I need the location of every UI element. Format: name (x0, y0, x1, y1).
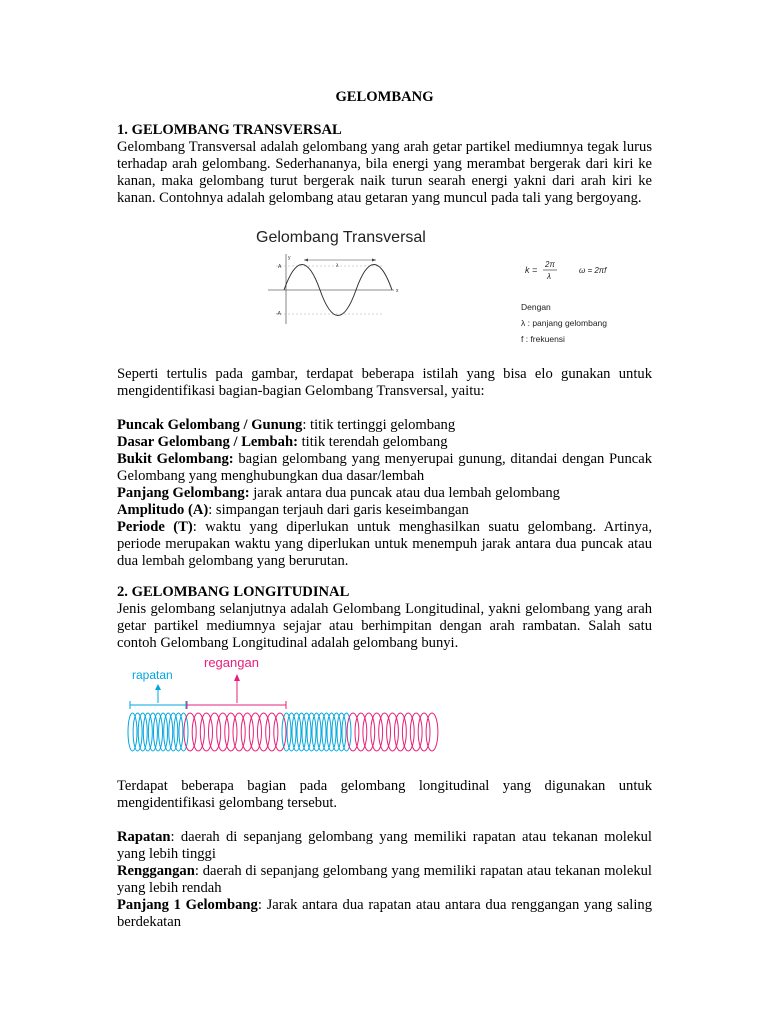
spring-coil (148, 713, 157, 751)
spring-coil (426, 713, 438, 751)
term-item (117, 434, 652, 451)
legend-frequency: f : frekuensi (521, 334, 565, 344)
term-name: Rapatan (117, 829, 171, 845)
term-name: Periode (T) (117, 519, 193, 535)
term-item (117, 502, 652, 519)
regangan-label: regangan (204, 655, 259, 670)
section-transversal (117, 122, 652, 207)
regangan-arrow-head (234, 674, 240, 681)
paragraph-transversal-intro: Seperti tertulis pada gambar, terdapat beberapa istilah yang bisa elo gunakan untuk mengidentifikasi bagian-bagian Gelombang Transversal, yaitu: (117, 366, 652, 399)
wavelength-arrow-right (372, 259, 376, 262)
spring-coil (192, 713, 204, 751)
spring-coil (217, 713, 229, 751)
longitudinal-wave-figure (124, 655, 454, 757)
term-definition: : daerah di sepanjang gelombang yang memiliki rapatan atau tekanan molekul yang lebih tinggi (117, 829, 652, 862)
y-axis-label: y (288, 255, 291, 261)
term-definition: : Jarak antara dua rapatan atau antara dua renggangan yang saling berdekatan (117, 897, 652, 930)
term-definition: bagian gelombang yang menyerupai gunung, ditandai dengan Puncak Gelombang yang menghubungkan dua dasar/lembah (117, 451, 652, 484)
term-name: Amplitudo (A) (117, 502, 209, 518)
k-formula-numerator: 2π (545, 260, 555, 269)
paragraph-longitudinal-intro: Terdapat beberapa bagian pada gelombang longitudinal yang digunakan untuk mengidentifikasi gelombang tersebut. (117, 778, 652, 811)
term-item (117, 863, 652, 897)
section-heading-transversal: 1. GELOMBANG TRANSVERSAL (117, 122, 342, 138)
term-name: Renggangan (117, 863, 195, 879)
document-title: GELOMBANG (335, 89, 434, 105)
legend-wavelength: λ : panjang gelombang (521, 318, 608, 328)
amplitude-negative-label: -A (276, 311, 281, 317)
wavelength-label: λ (336, 263, 339, 269)
section-heading-longitudinal: 2. GELOMBANG LONGITUDINAL (117, 584, 350, 600)
term-name: Bukit Gelombang: (117, 451, 234, 467)
term-item (117, 451, 652, 485)
spring-coil (174, 713, 183, 751)
spring-coil (138, 713, 147, 751)
legend-heading: Dengan (521, 302, 551, 312)
k-formula-lhs: k = (525, 265, 538, 275)
k-formula-denominator: λ (547, 272, 551, 281)
spring-coil (154, 713, 163, 751)
paragraph-longitudinal-definition: Jenis gelombang selanjutnya adalah Gelombang Longitudinal, yakni gelombang yang arah getar partikel mediumnya sejajar atau berhimpitan dengan arah rambatan. Salah satu contoh Gelombang Longitudinal adalah gelombang bunyi. (117, 601, 652, 651)
term-item (117, 897, 652, 931)
spring-coil (266, 713, 278, 751)
term-definition: : waktu yang diperlukan untuk menghasilkan suatu gelombang. Artinya, periode merupakan waktu yang diperlukan untuk menempuh jarak antara dua puncak atau dua lembah gelombang yang berurutan. (117, 519, 653, 569)
transversal-wave-figure (254, 222, 646, 350)
term-item (117, 417, 652, 434)
term-name: Puncak Gelombang / Gunung (117, 417, 303, 433)
paragraph-transversal-definition: Gelombang Transversal adalah gelombang yang arah getar partikel mediumnya tegak lurus terhadap arah gelombang. Sederhananya, bila energi yang merambat bergerak dari kiri ke kanan, maka gelombang turut bergerak naik turun searah energi yakni dari arah kiri ke kanan. Contohnya adalah gelombang atau getaran yang muncul pada tali yang bergoyang. (117, 139, 652, 206)
spring-coil (169, 713, 178, 751)
spring-coil (128, 713, 137, 751)
section-longitudinal (117, 584, 652, 652)
term-item (117, 519, 652, 570)
term-name: Panjang 1 Gelombang (117, 897, 258, 913)
term-item (117, 829, 652, 863)
spring-coil (133, 713, 142, 751)
term-definition: : daerah di sepanjang gelombang yang memiliki rapatan atau tekanan molekul yang lebih rendah (117, 863, 652, 896)
spring-coil (274, 713, 286, 751)
longitudinal-terms-list (117, 829, 652, 931)
amplitude-positive-label: A (278, 264, 282, 270)
term-item (117, 485, 652, 502)
term-definition: : titik tertinggi gelombang (302, 417, 456, 433)
omega-formula: ω = 2πf (579, 266, 607, 275)
x-axis-label: x (396, 288, 399, 294)
rapatan-arrow-head (155, 684, 161, 690)
spring-coil (164, 713, 173, 751)
spring-coil (159, 713, 168, 751)
transversal-terms-list (117, 417, 652, 570)
term-name: Dasar Gelombang / Lembah: (117, 434, 298, 450)
rapatan-label: rapatan (132, 668, 173, 682)
spring-coil (143, 713, 152, 751)
spring-coil (241, 713, 253, 751)
spring-coils (128, 713, 438, 751)
term-name: Panjang Gelombang: (117, 485, 250, 501)
term-definition: jarak antara dua puncak atau dua lembah gelombang (249, 485, 560, 501)
figure-title: Gelombang Transversal (256, 229, 426, 246)
term-definition: titik terendah gelombang (297, 434, 448, 450)
wavelength-arrow-left (304, 259, 308, 262)
term-definition: : simpangan terjauh dari garis keseimbangan (208, 502, 469, 518)
